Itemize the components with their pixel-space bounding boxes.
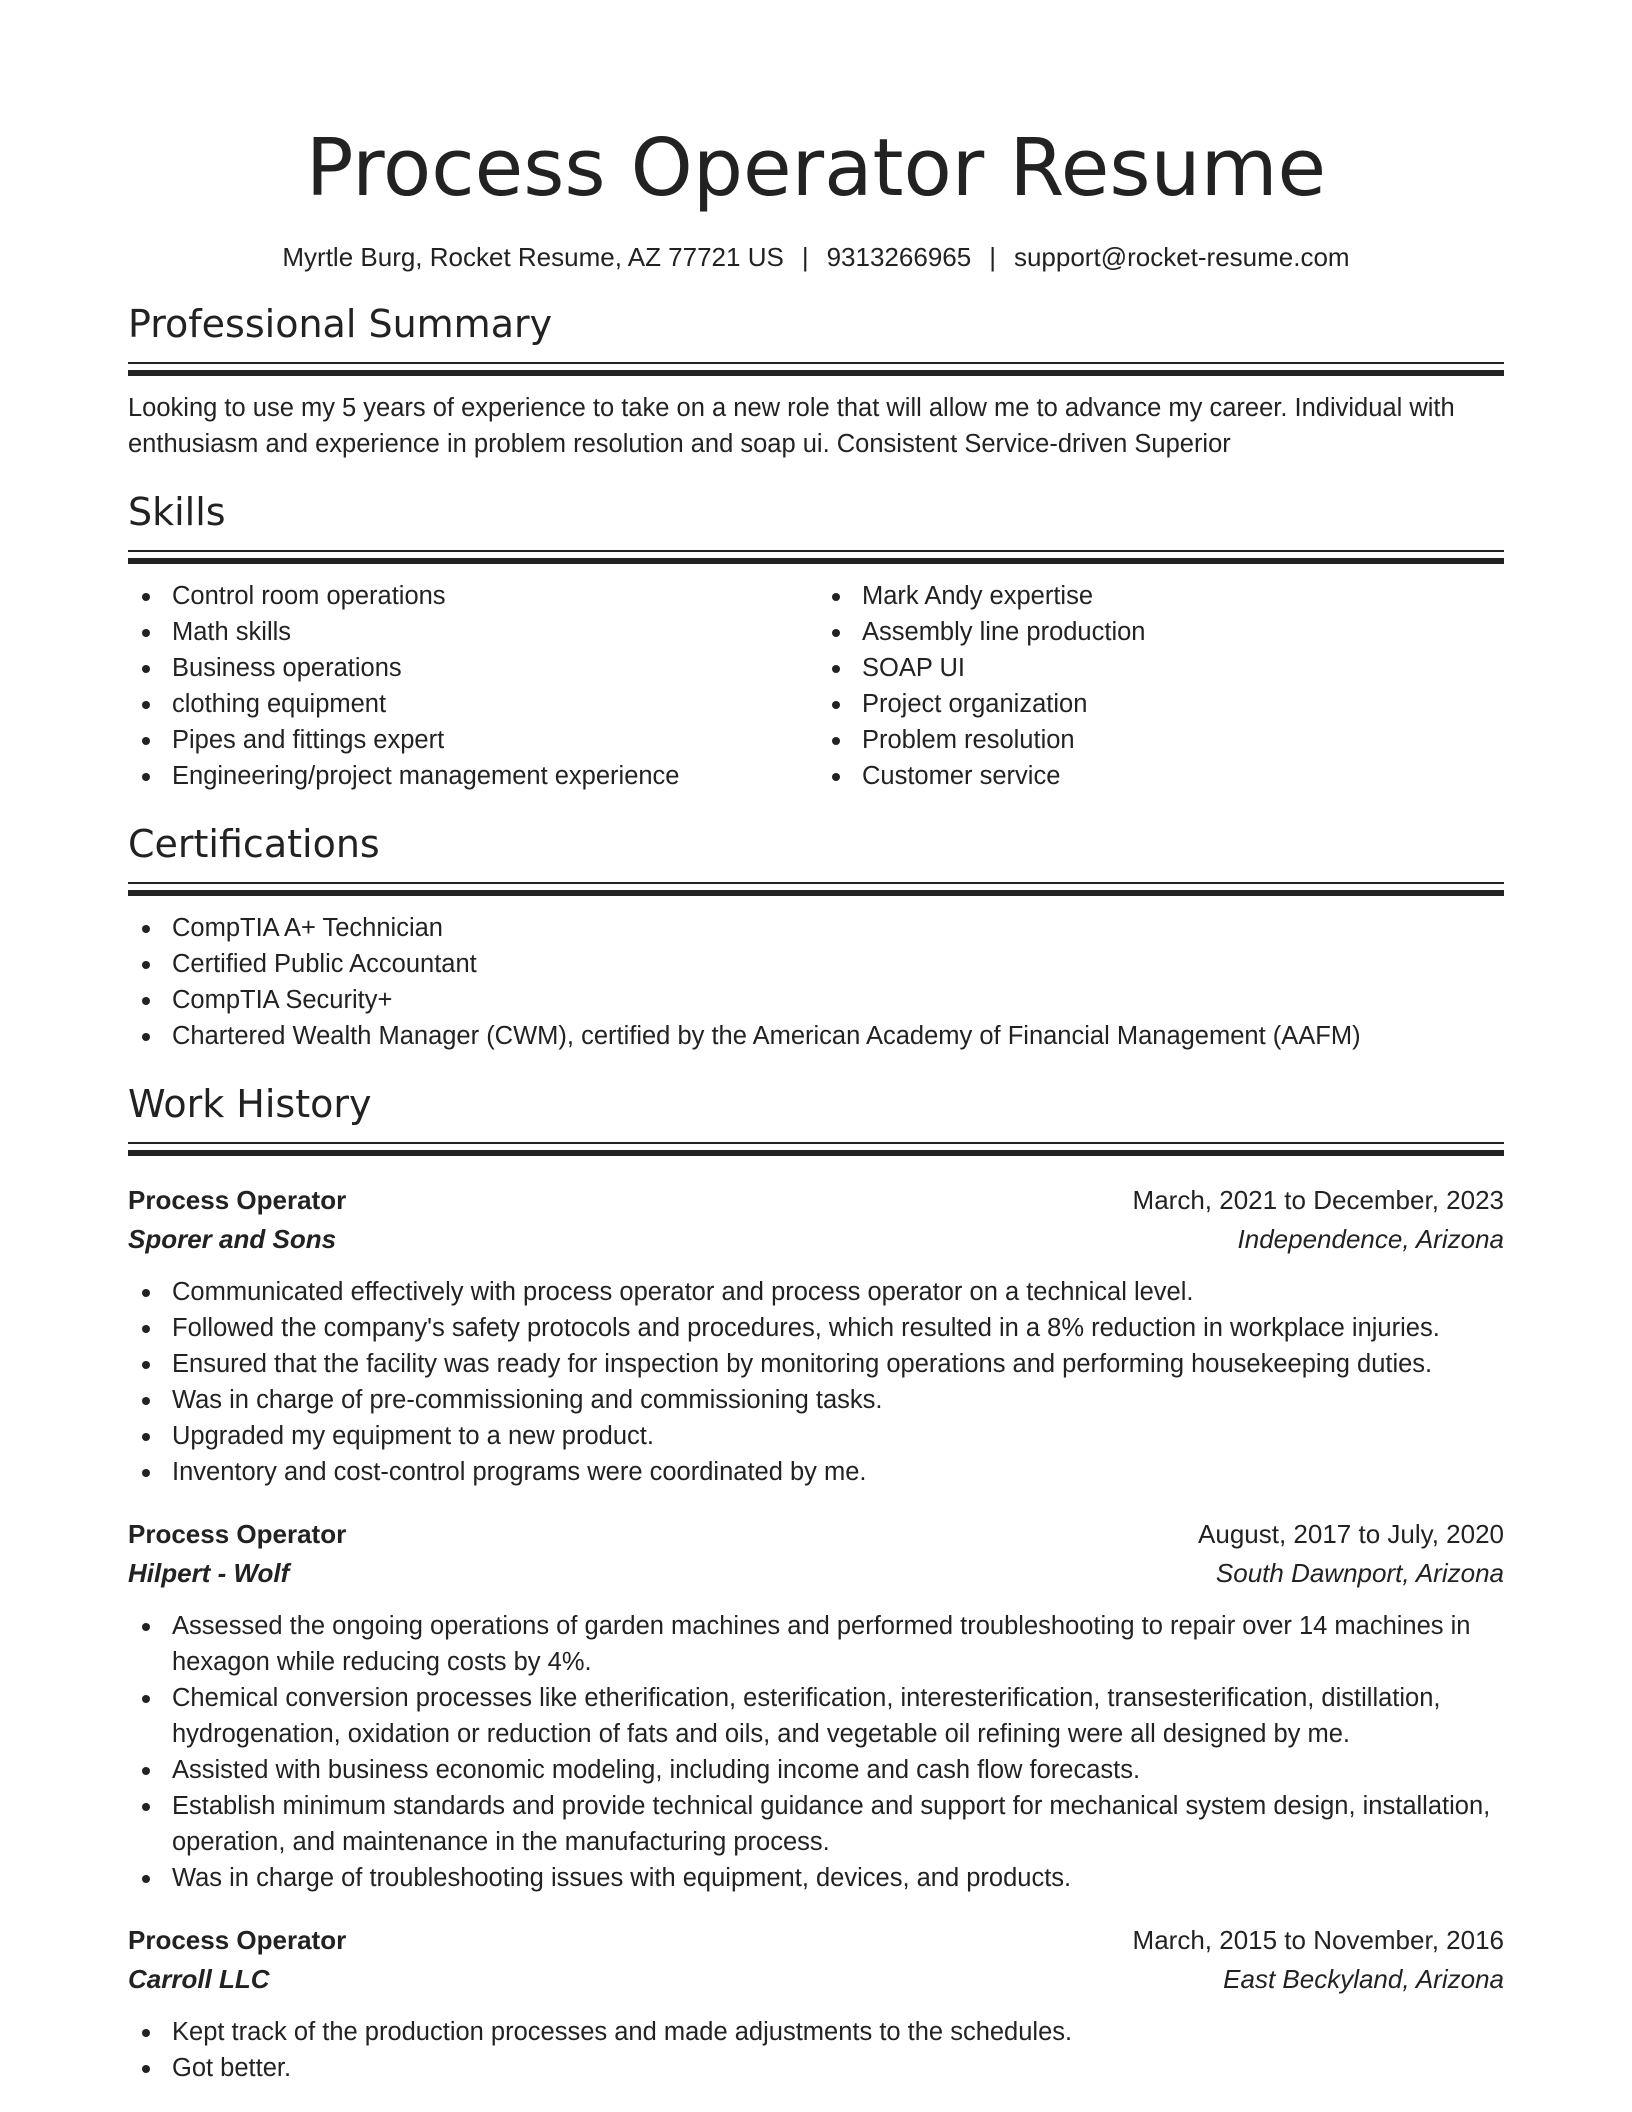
skill-item: SOAP UI [818, 650, 1504, 686]
job-header-row [128, 1180, 1504, 1220]
certification-item: CompTIA Security+ [128, 982, 1504, 1018]
job-company: Sporer and Sons [128, 1224, 337, 1254]
skill-item: Project organization [818, 686, 1504, 722]
job-duty-item: Followed the company's safety protocols and procedures, which resulted in a 8% reduction in workplace injuries. [128, 1310, 1504, 1346]
skills-section [128, 486, 1504, 794]
job-duty-item: Assisted with business economic modeling, including income and cash flow forecasts. [128, 1752, 1504, 1788]
section-divider [128, 1142, 1504, 1156]
skill-item: Assembly line production [818, 614, 1504, 650]
skill-item: Customer service [818, 758, 1504, 794]
job-duty-item: Establish minimum standards and provide technical guidance and support for mechanical system design, installation, operation, and maintenance in the manufacturing process. [128, 1788, 1504, 1860]
certification-item: Chartered Wealth Manager (CWM), certified by the American Academy of Financial Management (AAFM) [128, 1018, 1504, 1054]
contact-email: support@rocket-resume.com [1013, 242, 1350, 272]
job-header-row [128, 1920, 1504, 1960]
contact-separator: | [989, 242, 996, 272]
job-duties-list [128, 2014, 1504, 2086]
job-entry [128, 1920, 1504, 2086]
certification-item: Certified Public Accountant [128, 946, 1504, 982]
resume-page [128, 118, 1504, 2086]
job-entry [128, 1514, 1504, 1896]
skills-heading: Skills [128, 490, 226, 534]
contact-separator: | [801, 242, 809, 272]
section-divider [128, 882, 1504, 896]
skill-item: Mark Andy expertise [818, 578, 1504, 614]
job-location: Independence, Arizona [1237, 1224, 1504, 1254]
job-company-row [128, 1960, 1504, 1998]
work-history-heading: Work History [128, 1082, 372, 1126]
job-dates: March, 2015 to November, 2016 [1132, 1925, 1504, 1955]
job-company-row [128, 1554, 1504, 1592]
summary-section [128, 298, 1504, 462]
job-company: Hilpert - Wolf [128, 1558, 290, 1588]
certifications-list [128, 910, 1504, 1054]
contact-phone: 9313266965 [826, 242, 972, 272]
certification-item: CompTIA A+ Technician [128, 910, 1504, 946]
job-title: Process Operator [128, 1185, 347, 1215]
certifications-section [128, 818, 1504, 1054]
skill-item: Control room operations [128, 578, 816, 614]
skill-item: Problem resolution [818, 722, 1504, 758]
skill-item: Business operations [128, 650, 816, 686]
job-dates: March, 2021 to December, 2023 [1132, 1185, 1504, 1215]
job-title: Process Operator [128, 1925, 347, 1955]
job-duty-item: Kept track of the production processes and made adjustments to the schedules. [128, 2014, 1504, 2050]
skills-grid [128, 578, 1504, 794]
contact-address: Myrtle Burg, Rocket Resume, AZ 77721 US [282, 242, 784, 272]
job-duty-item: Upgraded my equipment to a new product. [128, 1418, 1504, 1454]
job-duty-item: Got better. [128, 2050, 1504, 2086]
job-duty-item: Chemical conversion processes like etherification, esterification, interesterification, transesterification, distillation, hydrogenation, oxidation or reduction of fats and oils, and vegetable oil refining were all designed by me. [128, 1680, 1504, 1752]
job-entry [128, 1180, 1504, 1490]
skill-item: Pipes and fittings expert [128, 722, 816, 758]
skill-item: clothing equipment [128, 686, 816, 722]
job-duties-list [128, 1274, 1504, 1490]
job-duty-item: Communicated effectively with process operator and process operator on a technical level. [128, 1274, 1504, 1310]
summary-heading: Professional Summary [128, 302, 553, 346]
job-location: South Dawnport, Arizona [1215, 1558, 1504, 1588]
job-dates: August, 2017 to July, 2020 [1198, 1519, 1504, 1549]
section-divider [128, 362, 1504, 376]
skills-list-right [816, 578, 1504, 794]
job-duty-item: Ensured that the facility was ready for inspection by monitoring operations and performing housekeeping duties. [128, 1346, 1504, 1382]
skill-item: Math skills [128, 614, 816, 650]
summary-text: Looking to use my 5 years of experience to take on a new role that will allow me to advance my career. Individual with enthusiasm and experience in problem resolution and soap ui. Consistent Service-driven Superior [128, 394, 1455, 458]
job-duties-list [128, 1608, 1504, 1896]
job-title: Process Operator [128, 1519, 347, 1549]
job-company: Carroll LLC [128, 1964, 270, 1994]
page-title: Process Operator Resume [305, 122, 1327, 214]
skill-item: Engineering/project management experience [128, 758, 816, 794]
work-history-section [128, 1078, 1504, 2086]
job-location: East Beckyland, Arizona [1223, 1964, 1504, 1994]
job-duty-item: Assessed the ongoing operations of garden machines and performed troubleshooting to repair over 14 machines in hexagon while reducing costs by 4%. [128, 1608, 1504, 1680]
job-duty-item: Was in charge of pre-commissioning and commissioning tasks. [128, 1382, 1504, 1418]
section-divider [128, 550, 1504, 564]
skills-list-left [128, 578, 816, 794]
job-header-row [128, 1514, 1504, 1554]
contact-line [128, 240, 1504, 274]
job-company-row [128, 1220, 1504, 1258]
job-duty-item: Was in charge of troubleshooting issues with equipment, devices, and products. [128, 1860, 1504, 1896]
certifications-heading: Certifications [128, 822, 380, 866]
job-duty-item: Inventory and cost-control programs were coordinated by me. [128, 1454, 1504, 1490]
